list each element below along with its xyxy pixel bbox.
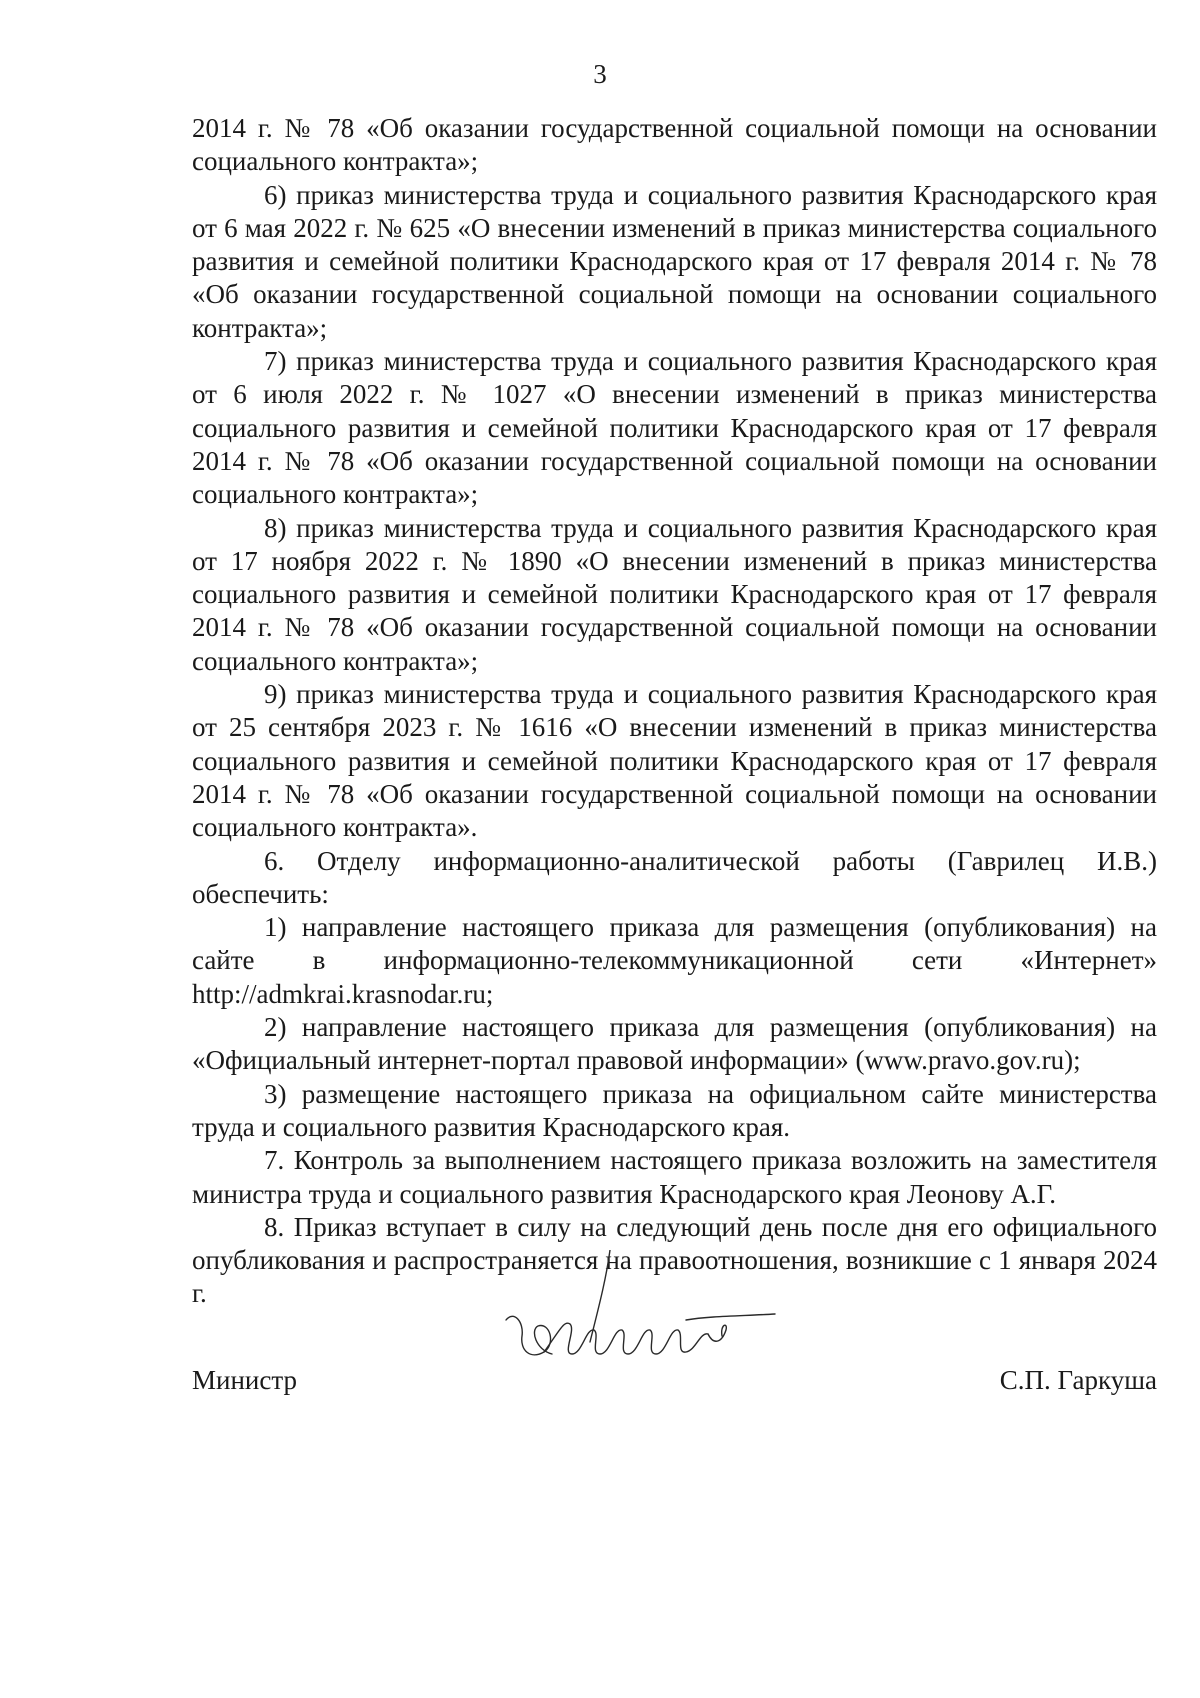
signer-name: С.П. Гаркуша	[999, 1365, 1157, 1395]
paragraph-item-8: 8) приказ министерства труда и социального развития Краснодарского края от 17 ноября 2022 г. № 1890 «О внесении изменений в приказ министерства социального развития и семейной политики Краснодарского края от 17 февраля 2014 г. № 78 «Об оказании государственной социальной помощи на основании социального контракта»;	[192, 512, 1157, 676]
signature-body	[544, 1323, 708, 1354]
paragraph-item-6: 6) приказ министерства труда и социального развития Краснодарского края от 6 мая 2022 г. № 625 «О внесении изменений в приказ министерства социального развития и семейной политики Краснодарского края от 17 февраля 2014 г. № 78 «Об оказании государственной социальной помощи на основании социального контракта»;	[192, 179, 1157, 343]
paragraph-subitem-2: 2) направление настоящего приказа для размещения (опубликования) на «Официальный интернет-портал правовой информации» (www.pravo.gov.ru);	[192, 1012, 1157, 1076]
paragraph-section-8: 8. Приказ вступает в силу на следующий день после дня его официального опубликования и распространяется на правоотношения, возникшие с 1 января 2024 г.	[192, 1211, 1157, 1309]
signature-loop	[506, 1316, 552, 1355]
paragraph-section-7: 7. Контроль за выполнением настоящего приказа возложить на заместителя министра труда и социального развития Краснодарского края Леонову А.Г.	[192, 1145, 1157, 1209]
paragraph-subitem-3: 3) размещение настоящего приказа на официальном сайте министерства труда и социального развития Краснодарского края.	[192, 1078, 1157, 1142]
signature-upstroke	[590, 1250, 610, 1342]
document-body	[192, 112, 1157, 1311]
paragraph-section-6: 6. Отделу информационно-аналитической работы (Гаврилец И.В.) обеспечить:	[192, 845, 1157, 909]
paragraph-continuation: 2014 г. № 78 «Об оказании государственной социальной помощи на основании социального контракта»;	[192, 113, 1157, 177]
signature-flourish	[686, 1314, 775, 1320]
paragraph-subitem-1: 1) направление настоящего приказа для размещения (опубликования) на сайте в информационно-телекоммуникационной сети «Интернет» http://admkrai.krasnodar.ru;	[192, 912, 1157, 1009]
signature-tail	[708, 1325, 726, 1341]
page-number: 3	[593, 59, 607, 89]
signer-title: Министр	[192, 1365, 297, 1395]
paragraph-item-9: 9) приказ министерства труда и социального развития Краснодарского края от 25 сентября 2023 г. № 1616 «О внесении изменений в приказ министерства социального развития и семейной политики Краснодарского края от 17 февраля 2014 г. № 78 «Об оказании государственной социальной помощи на основании социального контракта».	[192, 679, 1157, 843]
signature-block	[192, 1360, 1157, 1400]
paragraph-item-7: 7) приказ министерства труда и социального развития Краснодарского края от 6 июля 2022 г. № 1027 «О внесении изменений в приказ министерства социального развития и семейной политики Краснодарского края от 17 февраля 2014 г. № 78 «Об оказании государственной социальной помощи на основании социального контракта»;	[192, 346, 1157, 510]
